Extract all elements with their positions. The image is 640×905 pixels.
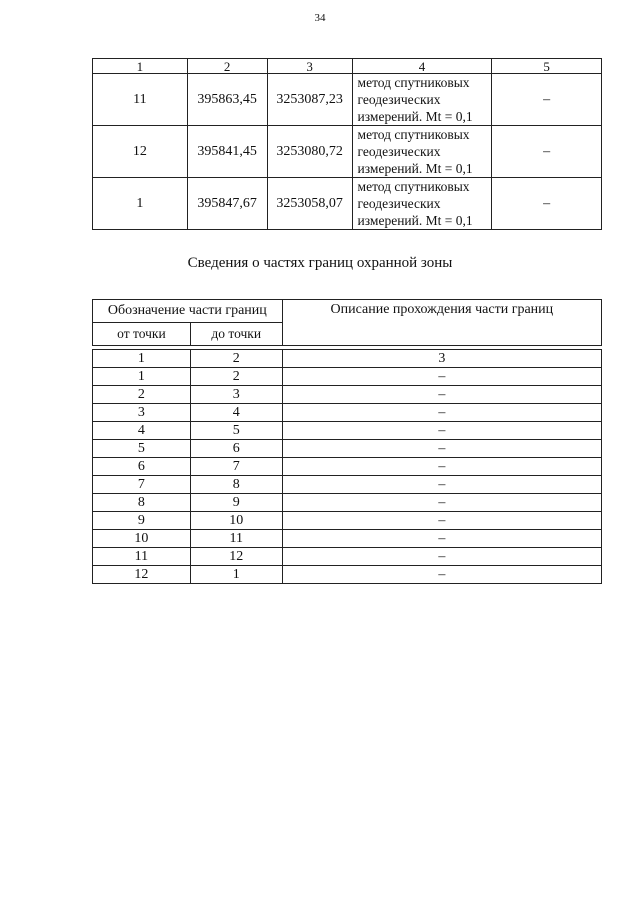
coords-method-line: измерений. Mt = 0,1 xyxy=(357,213,473,228)
parts-row xyxy=(93,566,602,584)
parts-to: 2 xyxy=(190,368,282,386)
parts-desc: – xyxy=(282,404,601,422)
parts-row xyxy=(93,458,602,476)
coords-x: 395863,45 xyxy=(187,74,267,126)
parts-row xyxy=(93,494,602,512)
parts-from: 1 xyxy=(93,368,191,386)
parts-row xyxy=(93,404,602,422)
coords-method-line: геодезических xyxy=(357,196,441,211)
coords-point: 11 xyxy=(93,74,188,126)
coords-header-1: 1 xyxy=(93,59,188,74)
coords-x: 395841,45 xyxy=(187,126,267,178)
parts-header-row-1 xyxy=(93,300,602,323)
parts-num-3: 3 xyxy=(282,350,601,368)
parts-to: 10 xyxy=(190,512,282,530)
parts-to: 8 xyxy=(190,476,282,494)
coords-row xyxy=(93,74,602,126)
coords-method-line: метод спутниковых xyxy=(357,75,470,90)
section-title: Сведения о частях границ охранной зоны xyxy=(187,255,453,271)
coords-x: 395847,67 xyxy=(187,178,267,230)
parts-desc: – xyxy=(282,476,601,494)
parts-to: 3 xyxy=(190,386,282,404)
coords-point: 12 xyxy=(93,126,188,178)
parts-from: 4 xyxy=(93,422,191,440)
parts-numbering-row xyxy=(93,350,602,368)
coords-method-line: геодезических xyxy=(357,144,441,159)
parts-to: 5 xyxy=(190,422,282,440)
boundary-parts-table xyxy=(92,299,602,584)
parts-to: 11 xyxy=(190,530,282,548)
parts-from: 6 xyxy=(93,458,191,476)
parts-from: 3 xyxy=(93,404,191,422)
parts-to: 6 xyxy=(190,440,282,458)
parts-to: 7 xyxy=(190,458,282,476)
coords-method xyxy=(352,74,492,126)
parts-from: 2 xyxy=(93,386,191,404)
parts-desc: – xyxy=(282,386,601,404)
coords-header-2: 2 xyxy=(187,59,267,74)
coords-y: 3253087,23 xyxy=(267,74,352,126)
coords-header-5: 5 xyxy=(492,59,602,74)
parts-row xyxy=(93,386,602,404)
coords-y: 3253080,72 xyxy=(267,126,352,178)
parts-to: 4 xyxy=(190,404,282,422)
coords-row xyxy=(93,126,602,178)
parts-desc: – xyxy=(282,422,601,440)
parts-desc: – xyxy=(282,548,601,566)
parts-from: 5 xyxy=(93,440,191,458)
coords-method-line: геодезических xyxy=(357,92,441,107)
parts-row xyxy=(93,476,602,494)
parts-desc: – xyxy=(282,494,601,512)
parts-desc: – xyxy=(282,368,601,386)
parts-header-to: до точки xyxy=(190,323,282,346)
coords-method-line: метод спутниковых xyxy=(357,127,470,142)
parts-header-desc: Описание прохождения части границ xyxy=(282,300,601,346)
parts-row xyxy=(93,368,602,386)
parts-from: 7 xyxy=(93,476,191,494)
coords-note: – xyxy=(492,126,602,178)
parts-to: 1 xyxy=(190,566,282,584)
parts-to: 12 xyxy=(190,548,282,566)
parts-desc: – xyxy=(282,566,601,584)
parts-row xyxy=(93,530,602,548)
parts-row xyxy=(93,422,602,440)
parts-from: 11 xyxy=(93,548,191,566)
parts-from: 10 xyxy=(93,530,191,548)
parts-from: 8 xyxy=(93,494,191,512)
coords-note: – xyxy=(492,178,602,230)
coords-row xyxy=(93,178,602,230)
coords-method-line: измерений. Mt = 0,1 xyxy=(357,161,473,176)
parts-num-2: 2 xyxy=(190,350,282,368)
parts-desc: – xyxy=(282,458,601,476)
parts-from: 12 xyxy=(93,566,191,584)
parts-desc: – xyxy=(282,530,601,548)
coords-method-line: метод спутниковых xyxy=(357,179,470,194)
parts-desc: – xyxy=(282,440,601,458)
coords-header-row xyxy=(93,59,602,74)
parts-to: 9 xyxy=(190,494,282,512)
parts-header-group: Обозначение части границ xyxy=(93,300,283,323)
coords-note: – xyxy=(492,74,602,126)
parts-desc: – xyxy=(282,512,601,530)
parts-num-1: 1 xyxy=(93,350,191,368)
coords-method-line: измерений. Mt = 0,1 xyxy=(357,109,473,124)
parts-row xyxy=(93,512,602,530)
coords-method xyxy=(352,126,492,178)
page-number: 34 xyxy=(314,12,326,24)
parts-row xyxy=(93,440,602,458)
coords-header-4: 4 xyxy=(352,59,492,74)
coords-method xyxy=(352,178,492,230)
coords-header-3: 3 xyxy=(267,59,352,74)
coordinates-table xyxy=(92,58,602,230)
parts-from: 9 xyxy=(93,512,191,530)
parts-row xyxy=(93,548,602,566)
coords-y: 3253058,07 xyxy=(267,178,352,230)
parts-header-from: от точки xyxy=(93,323,191,346)
coords-point: 1 xyxy=(93,178,188,230)
